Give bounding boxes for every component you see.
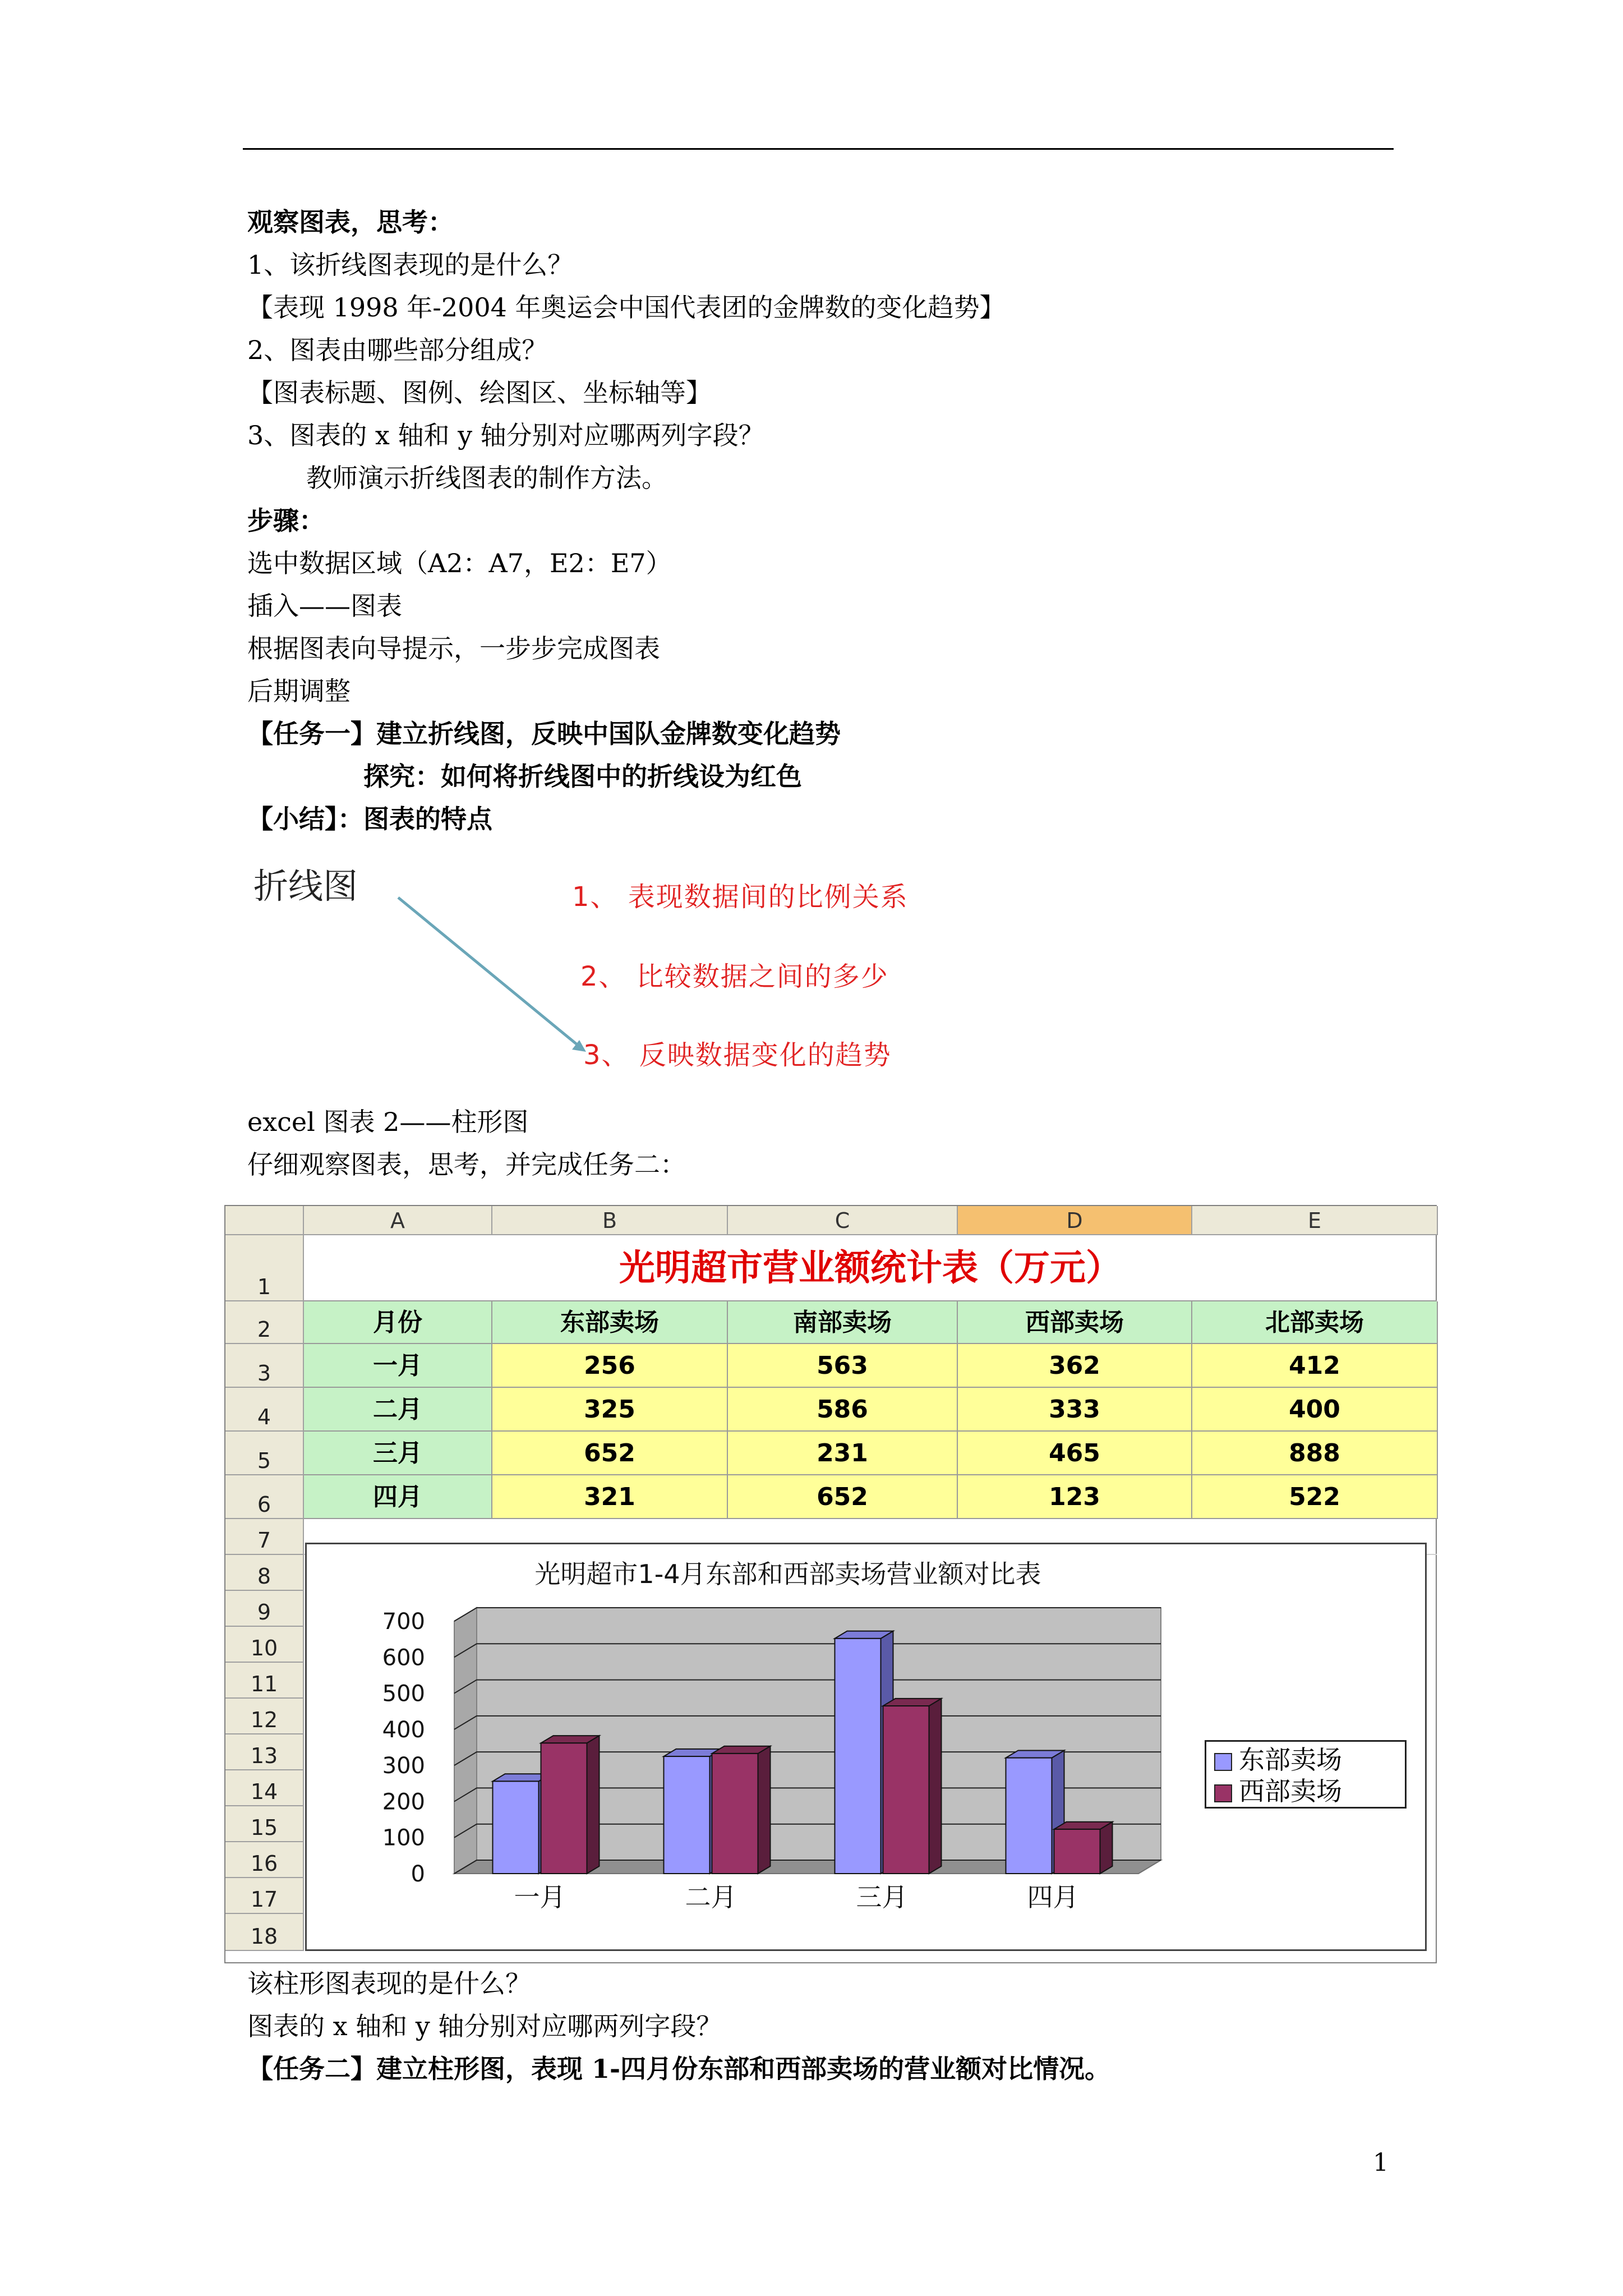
observe-prompt: 仔细观察图表，思考，并完成任务二： (247, 1149, 686, 1180)
cell-value[interactable]: 325 (492, 1388, 728, 1432)
cell-month[interactable]: 二月 (304, 1388, 492, 1432)
row-header-12[interactable]: 12 (225, 1699, 304, 1734)
row-header-9[interactable]: 9 (225, 1591, 304, 1627)
plot-side-wall (454, 1608, 477, 1874)
y-tick-label: 600 (382, 1645, 425, 1671)
bar-side (587, 1736, 600, 1874)
bar (1006, 1758, 1052, 1874)
cell-header-west[interactable]: 西部卖场 (958, 1301, 1192, 1344)
teacher-demo: 教师演示折线图表的制作方法。 (306, 463, 667, 493)
question-2: 2、图表由哪些部分组成？ (247, 335, 548, 365)
cell-header-east[interactable]: 东部卖场 (492, 1301, 728, 1344)
sheet-title-cell[interactable]: 光明超市营业额统计表（万元） (304, 1235, 1437, 1301)
chart-title: 光明超市1-4月东部和西部卖场营业额对比表 (534, 1559, 1041, 1589)
cell-value[interactable]: 333 (958, 1388, 1192, 1432)
row-header-17[interactable]: 17 (225, 1878, 304, 1914)
row-header-8[interactable]: 8 (225, 1555, 304, 1591)
bar-side (929, 1699, 942, 1874)
x-tick-label: 三月 (856, 1882, 908, 1912)
row-header-18[interactable]: 18 (225, 1914, 304, 1951)
row-header-1[interactable]: 1 (225, 1235, 304, 1301)
row-header-15[interactable]: 15 (225, 1806, 304, 1842)
row-header-7[interactable]: 7 (225, 1519, 304, 1555)
answer-2: 【图表标题、图例、绘图区、坐标轴等】 (247, 378, 712, 408)
cell-value[interactable]: 522 (1192, 1475, 1438, 1519)
bar (493, 1781, 539, 1874)
bar (883, 1706, 929, 1874)
diagram-item-1: 1、 表现数据间的比例关系 (572, 881, 909, 913)
question-1: 1、该折线图表现的是什么？ (247, 250, 574, 280)
question-5: 图表的 x 轴和 y 轴分别对应哪两列字段？ (247, 2011, 722, 2041)
answer-1: 【表现 1998 年-2004 年奥运会中国代表团的金牌数的变化趋势】 (247, 292, 1006, 323)
summary-heading: 【小结】：图表的特点 (247, 804, 492, 834)
y-tick-label: 400 (382, 1717, 425, 1743)
cell-value[interactable]: 563 (728, 1344, 958, 1388)
cell-value[interactable]: 400 (1192, 1388, 1438, 1432)
cell-header-month[interactable]: 月份 (304, 1301, 492, 1344)
cell-month[interactable]: 三月 (304, 1432, 492, 1475)
legend-swatch (1214, 1753, 1232, 1771)
row-header-16[interactable]: 16 (225, 1842, 304, 1878)
legend-label: 西部卖场 (1239, 1776, 1342, 1806)
bar-side (758, 1746, 771, 1874)
cell-value[interactable]: 888 (1192, 1432, 1438, 1475)
task-2: 【任务二】建立柱形图，表现 1-四月份东部和西部卖场的营业额对比情况。 (247, 2054, 1111, 2084)
legend-label: 东部卖场 (1239, 1745, 1342, 1775)
row-header-6[interactable]: 6 (225, 1475, 304, 1519)
cell-header-north[interactable]: 北部卖场 (1192, 1301, 1438, 1344)
cell-value[interactable]: 256 (492, 1344, 728, 1388)
bar (664, 1756, 710, 1874)
page-number: 1 (1373, 2148, 1389, 2177)
cell-value[interactable]: 321 (492, 1475, 728, 1519)
row-header-4[interactable]: 4 (225, 1388, 304, 1432)
question-3: 3、图表的 x 轴和 y 轴分别对应哪两列字段？ (247, 420, 764, 450)
y-tick-label: 500 (382, 1681, 425, 1707)
y-tick-label: 300 (382, 1753, 425, 1779)
bar (541, 1743, 587, 1874)
bar-side (1100, 1822, 1113, 1874)
y-tick-label: 100 (382, 1825, 425, 1851)
cell-value[interactable]: 231 (728, 1432, 958, 1475)
explore-note: 探究：如何将折线图中的折线设为红色 (363, 761, 802, 792)
legend-item-east (1214, 1744, 1342, 1775)
column-header-e[interactable]: E (1192, 1206, 1438, 1235)
cell-month[interactable]: 一月 (304, 1344, 492, 1388)
diagram-item-3: 3、 反映数据变化的趋势 (583, 1039, 892, 1071)
cell-header-south[interactable]: 南部卖场 (728, 1301, 958, 1344)
column-header-c[interactable]: C (728, 1206, 958, 1235)
row-header-10[interactable]: 10 (225, 1627, 304, 1663)
chart-legend (1205, 1740, 1407, 1809)
steps-heading: 步骤： (247, 505, 325, 536)
x-tick-label: 一月 (514, 1882, 566, 1912)
row-header-3[interactable]: 3 (225, 1344, 304, 1388)
cell-value[interactable]: 652 (728, 1475, 958, 1519)
x-tick-label: 二月 (685, 1882, 737, 1912)
step-2: 插入——图表 (247, 591, 402, 621)
row-header-13[interactable]: 13 (225, 1734, 304, 1770)
bar (835, 1639, 881, 1874)
cell-value[interactable]: 465 (958, 1432, 1192, 1475)
bar (1054, 1829, 1100, 1874)
step-4: 后期调整 (247, 676, 351, 706)
row-header-11[interactable]: 11 (225, 1663, 304, 1699)
column-header-d[interactable]: D (958, 1206, 1192, 1235)
row-header-14[interactable]: 14 (225, 1770, 304, 1806)
cell-month[interactable]: 四月 (304, 1475, 492, 1519)
cell-value[interactable]: 123 (958, 1475, 1192, 1519)
y-tick-label: 0 (411, 1861, 425, 1887)
step-1: 选中数据区域（A2：A7，E2：E7） (247, 548, 672, 578)
diagram-root-label: 折线图 (253, 866, 358, 907)
column-header-a[interactable]: A (304, 1206, 492, 1235)
diagram-item-2: 2、 比较数据之间的多少 (580, 961, 889, 992)
y-tick-label: 200 (382, 1789, 425, 1815)
cell-value[interactable]: 586 (728, 1388, 958, 1432)
cell-value[interactable]: 652 (492, 1432, 728, 1475)
cell-value[interactable]: 412 (1192, 1344, 1438, 1388)
bar (712, 1754, 758, 1874)
column-header-b[interactable]: B (492, 1206, 728, 1235)
x-tick-label: 四月 (1027, 1882, 1079, 1912)
row-header-2[interactable]: 2 (225, 1301, 304, 1344)
chart2-heading: excel 图表 2——柱形图 (247, 1107, 529, 1137)
cell-value[interactable]: 362 (958, 1344, 1192, 1388)
step-3: 根据图表向导提示，一步步完成图表 (247, 633, 660, 664)
row-header-5[interactable]: 5 (225, 1432, 304, 1475)
task-1: 【任务一】建立折线图，反映中国队金牌数变化趋势 (247, 719, 841, 749)
legend-swatch (1214, 1784, 1232, 1802)
legend-item-west (1214, 1775, 1342, 1807)
y-tick-label: 700 (382, 1609, 425, 1635)
question-4: 该柱形图表现的是什么？ (247, 1968, 531, 1999)
section-heading: 观察图表，思考： (247, 207, 454, 237)
